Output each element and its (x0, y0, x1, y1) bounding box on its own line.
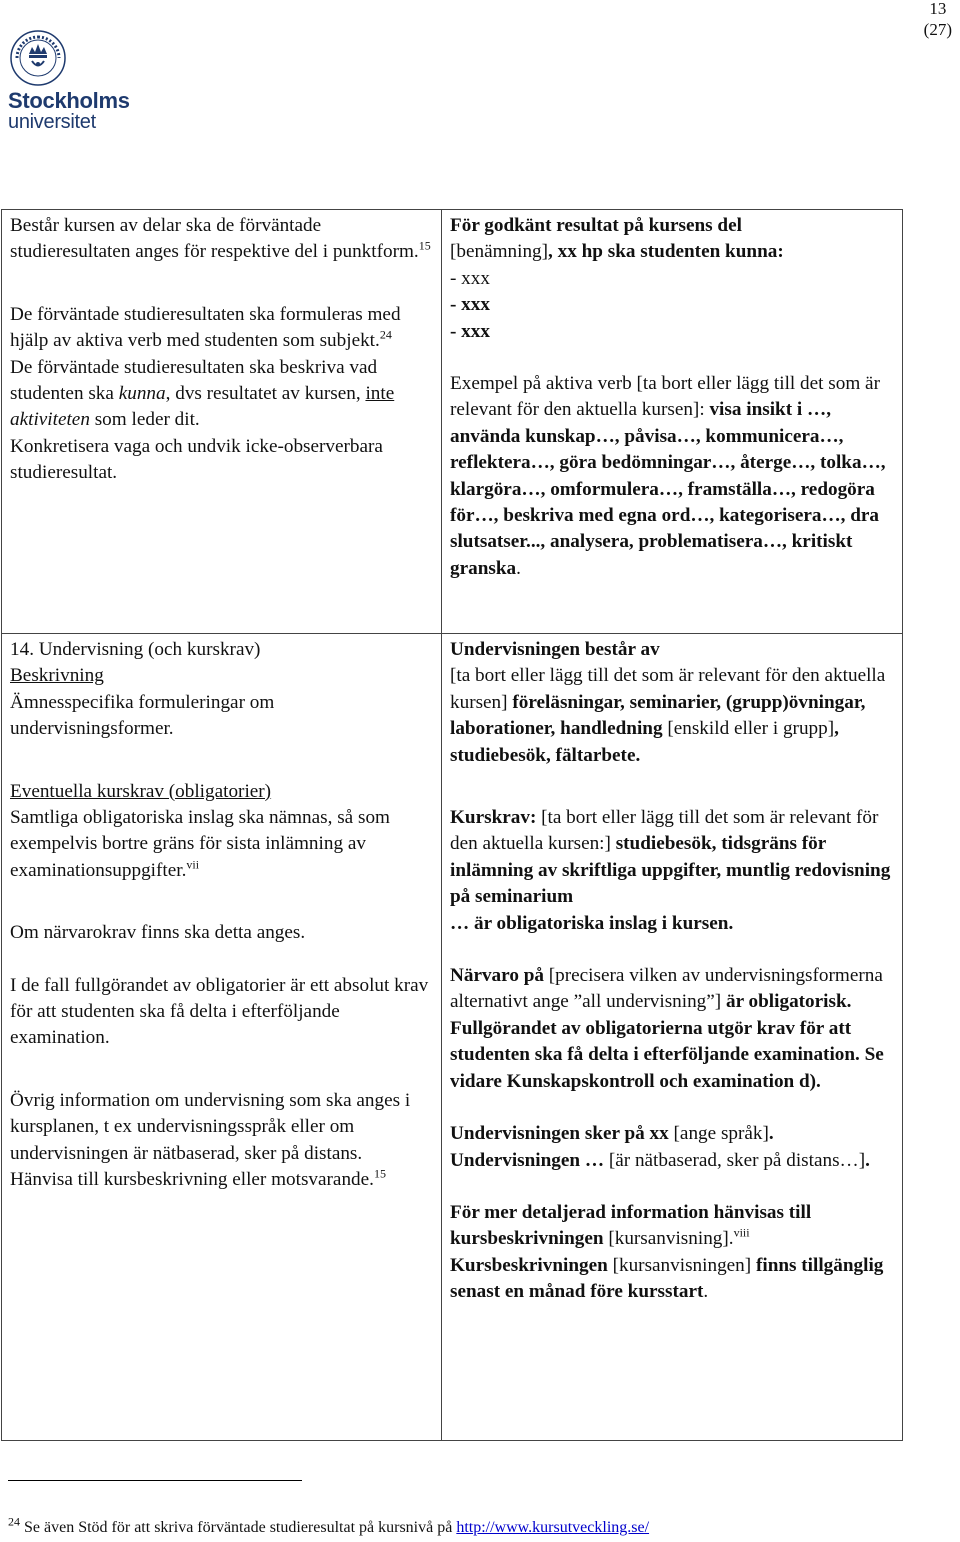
course-requirements-text: Kurskrav: [ta bort eller lägg till det som är relevant för den aktuella kursen:] studiebesök, tidsgräns för inlämning av skriftliga uppgifter, muntlig redovisning på seminarium … är obligatoriska inslag i kursen. (450, 807, 891, 934)
table-row (2, 210, 903, 634)
description-text: Ämnesspecifika formuleringar om undervisningsformer. (10, 691, 275, 740)
footnote-ref: 15 (373, 1166, 386, 1181)
page-number-total: (27) (923, 20, 952, 39)
logo-name-line2: universitet (8, 111, 96, 133)
footnote-number: 24 (8, 1514, 20, 1529)
mandatory-text: I de fall fullgörandet av obligatorier är ett absolut krav för att studenten ska få delta i efterföljande examination. (10, 974, 429, 1049)
list-item: - xxx (450, 294, 490, 316)
list-item: - xxx (450, 320, 490, 342)
footnote-ref: viii (733, 1225, 750, 1240)
teaching-consists-title: Undervisningen består av (450, 639, 660, 660)
footnote-ref: vii (186, 857, 200, 872)
row1-left-cell (2, 210, 442, 634)
row2-right-cell (442, 634, 903, 1441)
row1-right-cell (442, 210, 903, 634)
table-row (2, 634, 903, 1441)
footnote-link[interactable]: http://www.kursutveckling.se/ (456, 1519, 650, 1536)
parts-instruction: Består kursen av delar ska de förväntade studieresultaten anges för respektive del i punktform.$^{15}$ (10, 215, 431, 263)
course-description-ref: För mer detaljerad information hänvisas till kursbeskrivningen [kursanvisning].$^{viii}$ Kursbeskrivningen [kursanvisningen] finns tillgänglig senast en månad före kursstart. (450, 1201, 884, 1303)
concretize-instruction: Konkretisera vaga och undvik icke-observerbara studieresultat. (10, 435, 383, 484)
requirements-text: Samtliga obligatoriska inslag ska nämnas, så som exempelvis bortre gräns för sista inlämning av examinationsuppgifter.$^{vii}$ (10, 807, 390, 881)
results-instruction: De förväntade studieresultaten ska beskriva vad studenten ska kunna, dvs resultatet av kursen, inte aktiviteten som leder dit. (10, 356, 395, 431)
course-plan-table (1, 209, 903, 1441)
logo-name-line1: Stockholms (8, 88, 130, 113)
attendance-text: Om närvarokrav finns ska detta anges. (10, 922, 306, 944)
requirements-title: Eventuella kurskrav (obligatorier) (10, 780, 272, 802)
footnote-text: Se även Stöd för att skriva förväntade studieresultat på kursnivå på (20, 1519, 457, 1536)
teaching-consists-text: [ta bort eller lägg till det som är relevant för den aktuella kursen] föreläsningar, seminarier, (grupp)övningar, laborationer, handledning [enskild eller i grupp], studiebesök, fältarbete. (450, 665, 886, 766)
crown-seal-icon (8, 28, 68, 88)
active-verbs-instruction: De förväntade studieresultaten ska formuleras med hjälp av aktiva verb med studenten som subjekt.$^{24}$ (10, 303, 401, 352)
footnote (8, 1514, 650, 1538)
footnote-ref: 15 (418, 239, 431, 254)
page-number (924, 0, 952, 40)
row2-left-cell (2, 634, 442, 1441)
reference-text: Hänvisa till kursbeskrivning eller motsvarande.$^{15}$ (10, 1166, 386, 1191)
active-verbs-example: Exempel på aktiva verb [ta bort eller lägg till det som är relevant för den aktuella kursen]: visa insikt i …, använda kunskap…, påvisa…, kommunicera…, reflektera…, göra bedömningar…, återge…, tolka…, klargöra…, omformulera…, framställa…, redogöra för…, beskriva med egna ord…, kategorisera…, dra slutsatser..., analysera, problematisera…, kritiskt granska. (450, 373, 886, 579)
footnote-separator (8, 1480, 302, 1481)
other-info-text: Övrig information om undervisning som ska anges i kursplanen, t ex undervisningsspråk eller om undervisningen är nätbaserad, sker på distans. (10, 1089, 411, 1164)
attendance-requirement: Närvaro på [precisera vilken av undervisningsformerna alternativt ange ”all undervisning”] är obligatorisk. (450, 965, 883, 1013)
list-item: - xxx (450, 267, 490, 289)
passed-result-heading: För godkänt resultat på kursens del [benämning], xx hp ska studenten kunna: (450, 215, 784, 263)
description-title: Beskrivning (10, 665, 104, 687)
footnote-ref: 24 (379, 327, 392, 342)
section-heading: 14. Undervisning (och kurskrav) (10, 639, 261, 660)
teaching-language: Undervisningen sker på xx [ange språk]. Undervisningen … [är nätbaserad, sker på distans…]. (450, 1123, 870, 1171)
mandatory-requirement: Fullgörandet av obligatorierna utgör krav för att studenten ska få delta i efterföljande examination. Se vidare Kunskapskontroll och examination d). (450, 1017, 884, 1092)
page-number-current: 13 (929, 0, 947, 18)
university-logo (8, 28, 138, 133)
